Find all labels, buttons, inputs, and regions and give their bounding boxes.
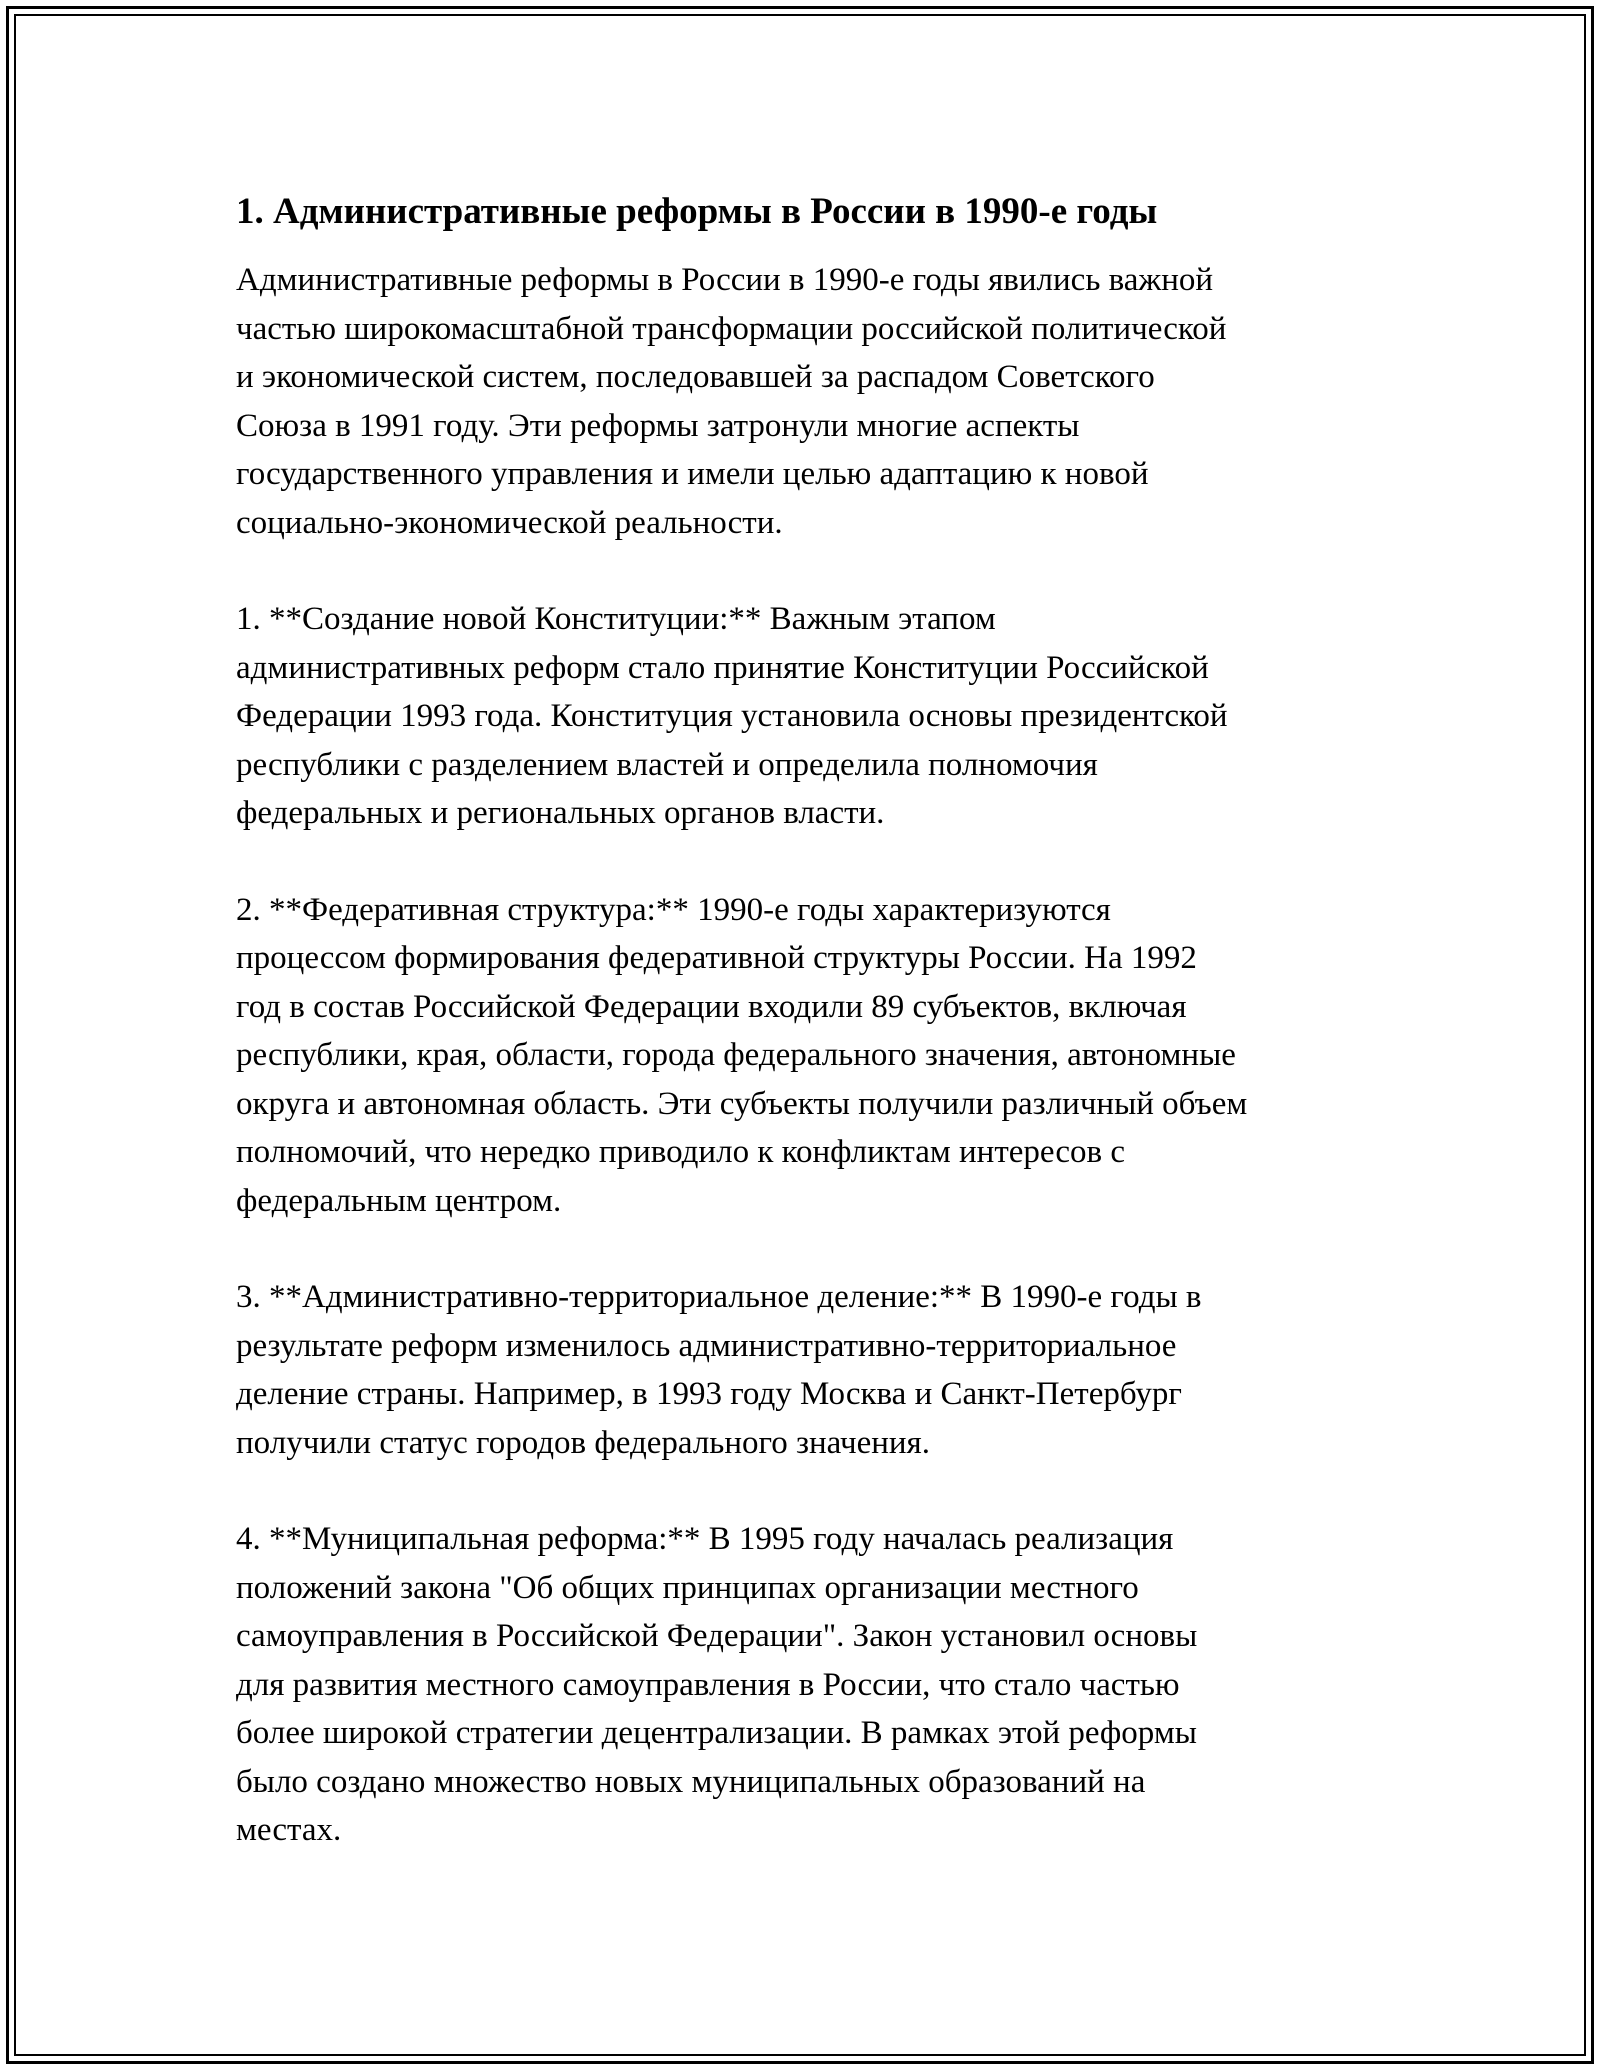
list-item-federal-structure xyxy=(236,886,1396,1226)
paragraph-line: местах. xyxy=(236,1812,342,1848)
paragraph-line: 3. **Административно-территориальное деление:** В 1990-е годы в xyxy=(236,1279,1202,1315)
paragraph-line: Союза в 1991 году. Эти реформы затронули многие аспекты xyxy=(236,407,1080,444)
paragraph-line: получили статус городов федерального значения. xyxy=(236,1424,930,1461)
paragraph-line: 4. **Муниципальная реформа:** В 1995 году началась реализация xyxy=(236,1521,1174,1557)
paragraph-line: государственного управления и имели целью адаптацию к новой xyxy=(236,456,1149,492)
paragraph-line: было создано множество новых муниципальных образований на xyxy=(236,1763,1146,1800)
list-item-territorial-division xyxy=(236,1273,1396,1467)
paragraph-line: деление страны. Например, в 1993 году Москва и Санкт-Петербург xyxy=(236,1376,1182,1412)
paragraph-line: для развития местного самоуправления в России, что стало частью xyxy=(236,1666,1180,1703)
list-item-constitution xyxy=(236,595,1396,838)
paragraph-line: частью широкомасштабной трансформации российской политической xyxy=(236,310,1227,347)
document-heading: 1. Административные реформы в России в 1990-е годы xyxy=(236,191,1158,232)
paragraph-line: республики, края, области, города федерального значения, автономные xyxy=(236,1037,1236,1073)
paragraph-line: 2. **Федеративная структура:** 1990-е годы характеризуются xyxy=(236,891,1111,928)
paragraph-line: процессом формирования федеративной структуры России. На 1992 xyxy=(236,940,1197,976)
paragraph-line: федеральным центром. xyxy=(236,1182,562,1219)
paragraph-line: 1. **Создание новой Конституции:** Важным этапом xyxy=(236,601,996,637)
paragraph-line: более широкой стратегии децентрализации. В рамках этой реформы xyxy=(236,1715,1197,1751)
paragraph-line: самоуправления в Российской Федерации". Закон установил основы xyxy=(236,1618,1198,1654)
paragraph-line: Федерации 1993 года. Конституция установила основы президентской xyxy=(236,698,1228,734)
paragraph-line: и экономической систем, последовавшей за распадом Советского xyxy=(236,359,1155,395)
paragraph-line: Административные реформы в России в 1990-е годы явились важной xyxy=(236,262,1214,298)
paragraph-line: округа и автономная область. Эти субъекты получили различный объем xyxy=(236,1085,1248,1122)
intro-paragraph xyxy=(236,256,1396,547)
paragraph-line: республики с разделением властей и определила полномочия xyxy=(236,746,1098,783)
paragraph-line: административных реформ стало принятие Конституции Российской xyxy=(236,649,1209,686)
paragraph-line: результате реформ изменилось административно-территориальное xyxy=(236,1327,1177,1364)
paragraph-line: федеральных и региональных органов власти. xyxy=(236,795,885,831)
paragraph-line: год в состав Российской Федерации входили 89 субъектов, включая xyxy=(236,988,1187,1025)
paragraph-line: положений закона "Об общих принципах организации местного xyxy=(236,1569,1139,1606)
paragraph-line: полномочий, что нередко приводило к конфликтам интересов с xyxy=(236,1134,1125,1170)
list-item-municipal-reform xyxy=(236,1515,1396,1855)
paragraph-line: социально-экономической реальности. xyxy=(236,504,783,541)
document-body xyxy=(236,186,1396,1903)
